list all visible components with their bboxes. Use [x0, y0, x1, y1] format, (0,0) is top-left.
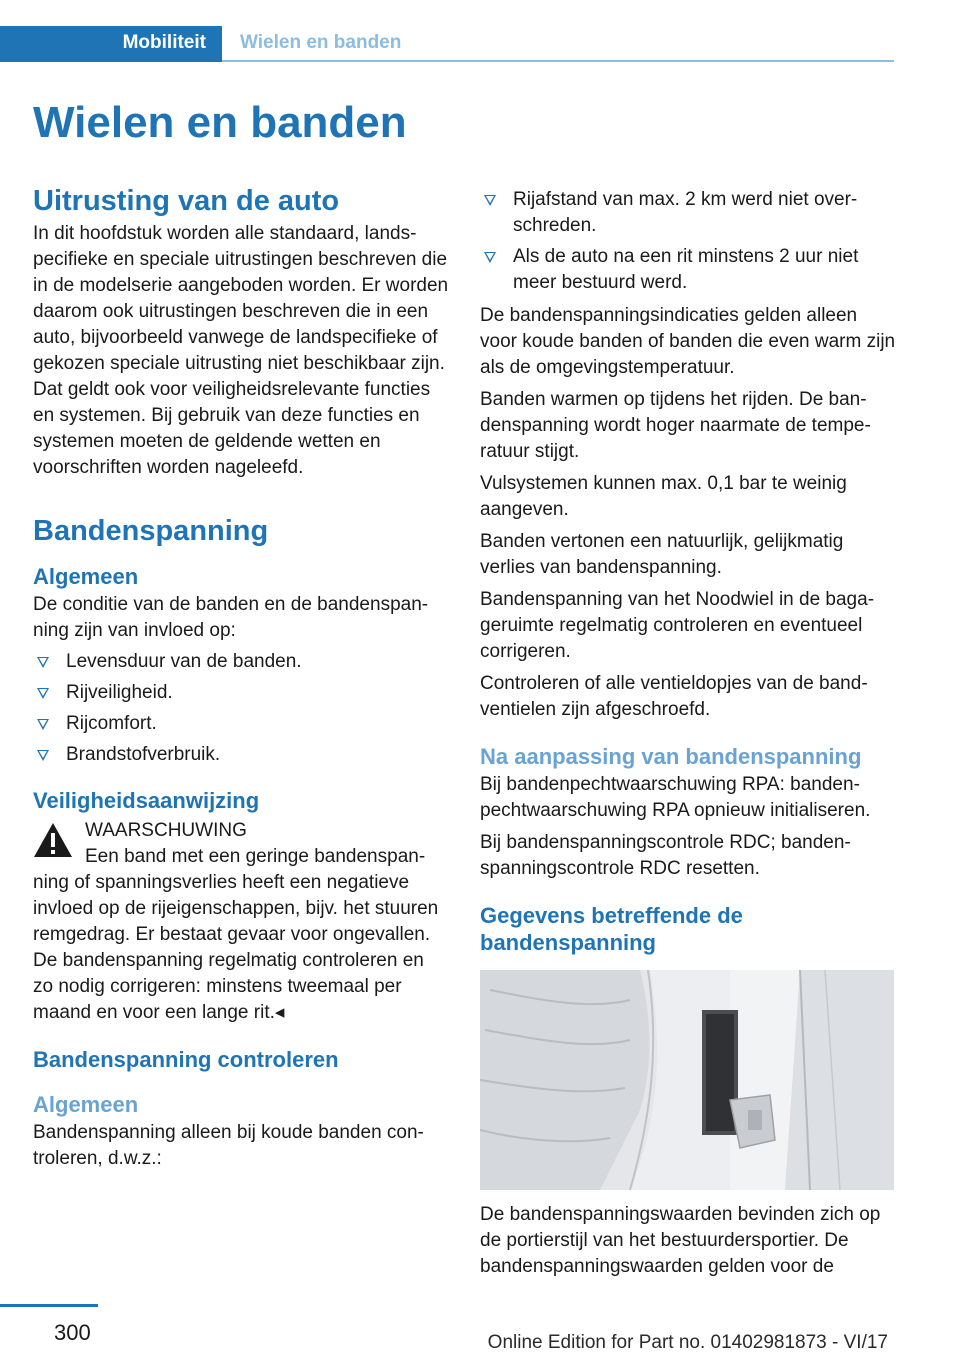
list-item-label: Rijafstand van max. 2 km werd niet overschreden.: [513, 189, 858, 236]
subsection-title-na-aanpassing: Na aanpassing van bandenspanning: [480, 744, 862, 769]
page-title: Wielen en banden: [33, 98, 407, 147]
list-item: [33, 680, 449, 711]
photo-caption: De bandenspanningswaarden bevinden zich op de portierstijl van het bestuurdersportier. De bandenspanningswaarden gelden voor de: [480, 1204, 881, 1277]
section-title-bandenspanning: Bandenspanning: [33, 515, 269, 547]
algemeen-text: De conditie van de banden en de bandenspanning zijn van invloed op:: [33, 594, 429, 641]
list-item: [33, 649, 449, 680]
footer-divider: [0, 1304, 98, 1307]
door-pillar-photo: [480, 970, 894, 1190]
tab-mobiliteit[interactable]: [0, 26, 222, 62]
left-column: [33, 183, 449, 1172]
uitrusting-text: In dit hoofdstuk worden alle standaard, landspecifieke en speciale uitrustingen beschreven die in de modelserie aangeboden worden. Er worden daarom ook uitrustingen beschreven die in een auto, bijvoorbeeld vanwege de landspecifieke of gekozen speciale uitrusting niet beschikbaar zijn. Dat geldt ook voor veiligheidsrelevante functies en systemen. Bij gebruik van deze functies en systemen moeten de geldende wetten en voorschriften worden nageleefd.: [33, 223, 449, 478]
edition-note: Online Edition for Part no. 01402981873 - VI/17: [487, 1332, 888, 1353]
condition-list: [480, 187, 896, 301]
algemeen-list: [33, 649, 449, 773]
list-item: [33, 711, 449, 742]
paragraph: Vulsystemen kunnen max. 0,1 bar te weinig aangeven.: [480, 473, 847, 520]
list-item: [33, 742, 449, 773]
subsection-title-algemeen-2: Algemeen: [33, 1092, 139, 1117]
triangle-bullet-icon: [37, 719, 49, 730]
warning-label: WAARSCHUWING: [85, 820, 247, 841]
list-item: [480, 244, 896, 301]
subsection-title-controleren: Bandenspanning controleren: [33, 1047, 339, 1072]
tab-mobiliteit-label: Mobiliteit: [122, 32, 206, 53]
warning-text: ning of spanningsverlies heeft een negatieve invloed op de rijeigenschappen, bijv. het stuuren remgedrag. Er bestaat gevaar voor ongevallen. De bandenspanning regelmatig controleren en zo nodig corrigeren: minstens tweemaal per maand en voor een lange rit.◂: [33, 872, 439, 1023]
door-pillar-illustration: [480, 970, 894, 1190]
list-item-label: Levensduur van de banden.: [66, 651, 302, 672]
right-column: [480, 183, 896, 1280]
list-item-label: Als de auto na een rit minstens 2 uur niet meer bestuurd werd.: [513, 246, 859, 293]
algemeen2-text: Bandenspanning alleen bij koude banden controleren, d.w.z.:: [33, 1122, 424, 1169]
triangle-bullet-icon: [484, 195, 496, 206]
paragraph: Bij bandenpechtwaarschuwing RPA: bandenpechtwaarschuwing RPA opnieuw initialiseren.: [480, 774, 871, 821]
triangle-bullet-icon: [484, 252, 496, 263]
header: [0, 0, 894, 64]
triangle-bullet-icon: [37, 750, 49, 761]
triangle-bullet-icon: [37, 688, 49, 699]
list-item-label: Rijcomfort.: [66, 713, 157, 734]
paragraph: Controleren of alle ventieldopjes van de bandventielen zijn afgeschroefd.: [480, 673, 868, 720]
warning-triangle-icon: [33, 822, 73, 858]
section-title-uitrusting: Uitrusting van de auto: [33, 185, 340, 217]
warning-block: [33, 818, 449, 1026]
subsection-title-gegevens: Gegevens betreffende de bandenspanning: [480, 903, 743, 955]
list-item: [480, 187, 896, 244]
paragraph: De bandenspanningsindicaties gelden alleen voor koude banden of banden die even warm zijn als de omgevingstemperatuur.: [480, 305, 896, 378]
paragraph: Bandenspanning van het Noodwiel in de bagageruimte regelmatig controleren en eventueel corrigeren.: [480, 589, 875, 662]
paragraph: Banden vertonen een natuurlijk, gelijkmatig verlies van bandenspanning.: [480, 531, 844, 578]
tab-wielen-label: Wielen en banden: [240, 32, 402, 53]
paragraph: Banden warmen op tijdens het rijden. De bandenspanning wordt hoger naarmate de temperatuur stijgt.: [480, 389, 871, 462]
page-number: 300: [54, 1320, 91, 1345]
warning-text-first: Een band met een geringe bandenspan-: [85, 846, 426, 867]
tab-wielen-en-banden[interactable]: [222, 26, 401, 62]
list-item-label: Rijveiligheid.: [66, 682, 173, 703]
subsection-title-veiligheid: Veiligheidsaanwijzing: [33, 788, 260, 813]
header-divider: [222, 60, 894, 62]
triangle-bullet-icon: [37, 657, 49, 668]
list-item-label: Brandstofverbruik.: [66, 744, 221, 765]
subsection-title-algemeen: Algemeen: [33, 564, 139, 589]
paragraph: Bij bandenspanningscontrole RDC; bandenspanningscontrole RDC resetten.: [480, 832, 851, 879]
